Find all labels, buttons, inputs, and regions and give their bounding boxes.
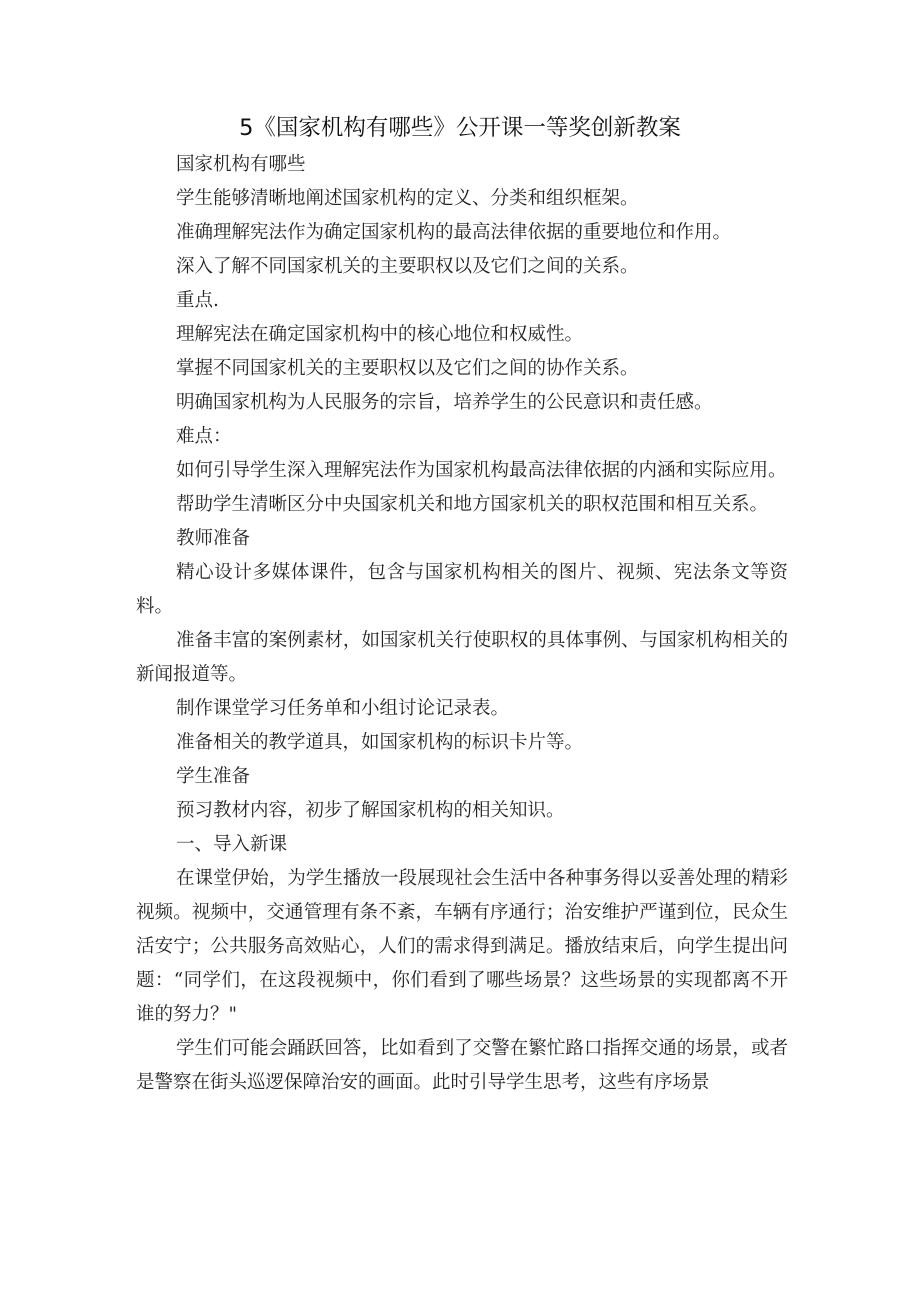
paragraph-difficulty-1: 如何引导学生深入理解宪法作为国家机构最高法律依据的内涵和实际应用。 [176, 460, 787, 481]
heading-difficulties: 难点： [176, 426, 232, 447]
document-title: 5《国家机构有哪些》公开课一等奖创新教案 [239, 115, 681, 141]
document-body [136, 148, 788, 1100]
paragraph-key-1: 理解宪法在确定国家机构中的核心地位和权威性。 [176, 324, 584, 345]
paragraph-intro-2: 学生们可能会踊跃回答，比如看到了交警在繁忙路口指挥交通的场景，或者是警察在街头巡逻保障治安的画面。此时引导学生思考，这些有序场景 [136, 1038, 788, 1093]
paragraph-teacher-prep-3: 制作课堂学习任务单和小组讨论记录表。 [176, 698, 510, 719]
heading-teacher-prep: 教师准备 [176, 528, 251, 549]
paragraph-teacher-prep-2: 准备丰富的案例素材，如国家机关行使职权的具体事例、与国家机构相关的新闻报道等。 [136, 630, 788, 685]
paragraph-intro-1: 在课堂伊始，为学生播放一段展现社会生活中各种事务得以妥善处理的精彩视频。视频中，交通管理有条不紊，车辆有序通行；治安维护严谨到位，民众生活安宁；公共服务高效贴心，人们的需求得到满足。播放结束后，向学生提出问题：“同学们，在这段视频中，你们看到了哪些场景？这些场景的实现都离不开谁的努力？" [136, 868, 788, 1025]
paragraph-goal-1: 学生能够清晰地阐述国家机构的定义、分类和组织框架。 [176, 188, 639, 209]
heading-student-prep: 学生准备 [176, 766, 251, 787]
paragraph-teacher-prep-1: 精心设计多媒体课件，包含与国家机构相关的图片、视频、宪法条文等资料。 [136, 562, 788, 617]
paragraph-difficulty-2: 帮助学生清晰区分中央国家机关和地方国家机关的职权范围和相互关系。 [176, 494, 769, 515]
paragraph-goal-3: 深入了解不同国家机关的主要职权以及它们之间的关系。 [176, 256, 639, 277]
paragraph-student-prep: 预习教材内容，初步了解国家机构的相关知识。 [176, 800, 565, 821]
paragraph-teacher-prep-4: 准备相关的教学道具，如国家机构的标识卡片等。 [176, 732, 584, 753]
paragraph-topic: 国家机构有哪些 [176, 154, 306, 175]
paragraph-key-2: 掌握不同国家机关的主要职权以及它们之间的协作关系。 [176, 358, 639, 379]
paragraph-goal-2: 准确理解宪法作为确定国家机构的最高法律依据的重要地位和作用。 [176, 222, 732, 243]
heading-key-points: 重点. [176, 290, 219, 311]
heading-intro: 一、导入新课 [176, 834, 288, 855]
paragraph-key-3: 明确国家机构为人民服务的宗旨，培养学生的公民意识和责任感。 [176, 392, 713, 413]
